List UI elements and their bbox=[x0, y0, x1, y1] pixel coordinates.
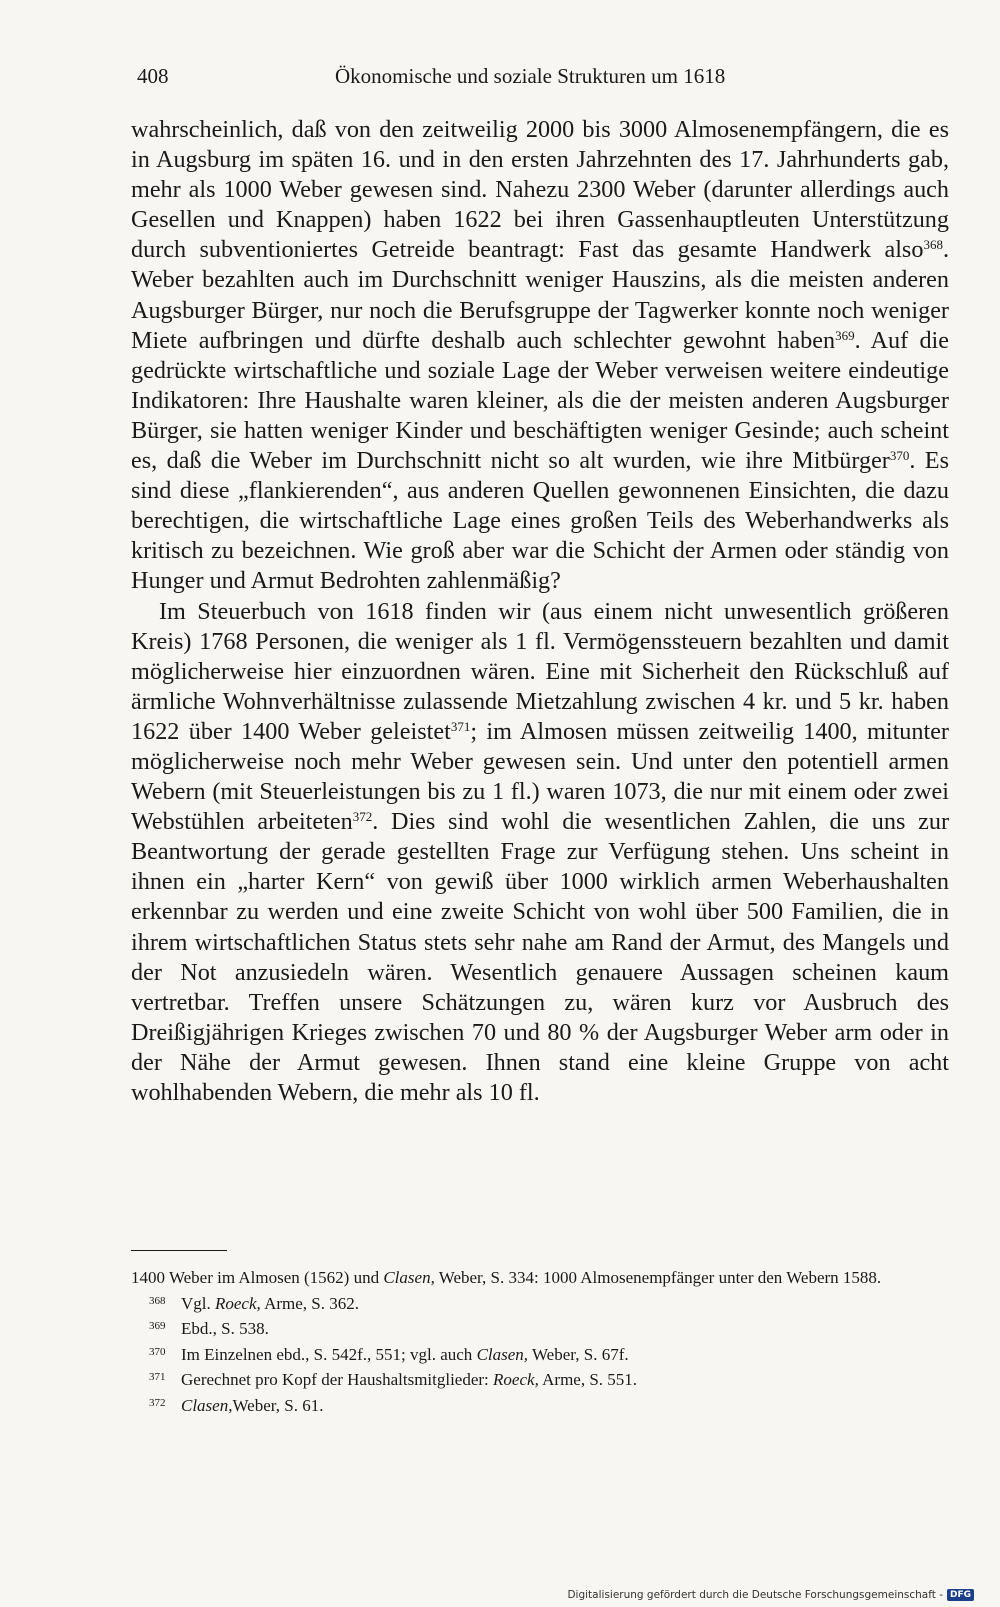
footnote-number: 370 bbox=[149, 1345, 166, 1358]
footnote bbox=[131, 1290, 949, 1316]
footnote-reference: 372 bbox=[352, 809, 373, 825]
text-run: Weber, S. 61. bbox=[232, 1395, 324, 1415]
text-run: . Es sind diese „flankierenden“, aus anderen Quellen gewonnenen Einsichten, die dazu berechtigen, die wirtschaftliche Lage eines großen Teils des Weberhandwerks als kritisch zu bezeichnen. Wie groß aber war die Schicht der Armen oder ständig von Hunger und Armut Bedrohten zahlenmäßig? bbox=[131, 447, 949, 595]
digitization-credit bbox=[567, 1589, 974, 1601]
footnote-list bbox=[131, 1290, 949, 1418]
text-run: . Dies sind wohl die wesentlichen Zahlen, die uns zur Beantwortung der gerade gestellten Frage zur Verfügung stehen. Uns scheint in ihnen ein „harter Kern“ von gewiß über 1000 wirklich armen Weberhaushalten erkennbar zu werden und eine zweite Schicht von wohl über 500 Familien, die in ihrem wirtschaftlichen Status stets sehr nahe am Rand der Armut, des Mangels und der Not anzusiedeln wären. Wesentlich genauere Aussagen scheinen kaum vertretbar. Treffen unsere Schätzungen zu, wären kurz vor Ausbruch des Dreißigjährigen Krieges zwischen 70 und 80 % der Augsburger Weber arm oder in der Nähe der Armut gewesen. Ihnen stand eine kleine Gruppe von acht wohlhabenden Webern, die mehr als 10 fl. bbox=[131, 808, 949, 1106]
text-run: ; im Almosen müssen zeitweilig 1400, mitunter möglicherweise noch mehr Weber gewesen sein. Und unter den potentiell armen Webern (mit Steuerleistungen bis zu 1 fl.) waren 1073, die nur mit einem oder zwei Webstühlen arbeiteten bbox=[131, 717, 949, 836]
text-run: Arme, S. 362. bbox=[260, 1293, 360, 1313]
main-text bbox=[131, 115, 949, 1108]
footnote-number: 368 bbox=[149, 1294, 166, 1307]
footnote-continuation bbox=[131, 1266, 949, 1290]
footnote bbox=[131, 1392, 949, 1418]
text-run: . Weber bezahlten auch im Durchschnitt weniger Hauszins, als die meisten anderen Augsburger Bürger, nur noch die Berufsgruppe der Tagwerker konnte noch weniger Miete aufbringen und dürfte deshalb auch schlechter gewohnt haben bbox=[131, 236, 949, 354]
text-run: Weber, S. 334: 1000 Almosenempfänger unter den Webern 1588. bbox=[434, 1268, 882, 1287]
author-name: Clasen, bbox=[181, 1395, 233, 1415]
paragraph bbox=[131, 115, 949, 597]
text-run: Im Einzelnen ebd., S. 542f., 551; vgl. auch bbox=[181, 1344, 477, 1364]
text-run: Im Steuerbuch von 1618 finden wir (aus einem nicht unwesentlich größeren Kreis) 1768 Personen, die weniger als 1 fl. Vermögenssteuern bezahlten und damit möglicherweise hier einzuordnen wären. Eine mit Sicherheit den Rückschluß auf ärmliche Wohnverhältnisse zulassende Mietzahlung zwischen 4 kr. und 5 kr. haben 1622 über 1400 Weber geleistet bbox=[131, 597, 949, 745]
text-run: Gerechnet pro Kopf der Haushaltsmitglieder: bbox=[181, 1370, 494, 1389]
footnote bbox=[131, 1341, 949, 1367]
author-name: Clasen, bbox=[383, 1268, 435, 1287]
text-run: Arme, S. 551. bbox=[538, 1370, 638, 1389]
text-run: . Auf die gedrückte wirtschaftliche und soziale Lage der Weber verweisen weitere eindeutige Indikatoren: Ihre Haushalte waren kleiner, als die der meisten anderen Augsburger Bürger, sie hatten weniger Kinder und beschäftigten weniger Gesinde; auch scheint es, daß die Weber im Durchschnitt nicht so alt wurden, wie ihre Mitbürger bbox=[131, 326, 949, 475]
footnote-number: 372 bbox=[149, 1396, 166, 1409]
text-run: Weber, S. 67f. bbox=[528, 1344, 629, 1364]
text-run: 1400 Weber im Almosen (1562) und bbox=[131, 1268, 384, 1287]
footnote bbox=[131, 1315, 949, 1341]
paragraph bbox=[131, 597, 949, 1109]
credit-text: Digitalisierung gefördert durch die Deutsche Forschungsgemeinschaft - bbox=[567, 1589, 943, 1601]
dfg-logo: DFG bbox=[947, 1589, 974, 1601]
page-number: 408 bbox=[137, 64, 169, 88]
footnote-number: 369 bbox=[149, 1320, 166, 1332]
text-run: Vgl. bbox=[181, 1293, 215, 1313]
footnote-reference: 368 bbox=[923, 237, 943, 253]
footnote-reference: 369 bbox=[835, 327, 855, 343]
footnote bbox=[131, 1366, 949, 1392]
page-header bbox=[137, 64, 945, 96]
footnote-separator bbox=[131, 1250, 227, 1251]
footnotes bbox=[131, 1266, 949, 1417]
running-title: Ökonomische und soziale Strukturen um 1618 bbox=[335, 64, 726, 88]
author-name: Roeck, bbox=[493, 1370, 539, 1389]
author-name: Clasen, bbox=[476, 1344, 529, 1364]
footnote-number: 371 bbox=[149, 1371, 166, 1383]
text-run: Ebd., S. 538. bbox=[181, 1319, 269, 1338]
author-name: Roeck, bbox=[215, 1293, 261, 1313]
footnote-reference: 370 bbox=[889, 448, 910, 464]
text-run: wahrscheinlich, daß von den zeitweilig 2000 bis 3000 Almosenempfängern, die es in Augsburg im späten 16. und in den ersten Jahrzehnten des 17. Jahrhunderts gab, mehr als 1000 Weber gewesen sind. Nahezu 2300 Weber (darunter allerdings auch Gesellen und Knappen) haben 1622 bei ihren Gassenhauptleuten Unterstützung durch subventioniertes Getreide beantragt: Fast das gesamte Handwerk also bbox=[131, 116, 949, 264]
footnote-reference: 371 bbox=[450, 718, 471, 734]
